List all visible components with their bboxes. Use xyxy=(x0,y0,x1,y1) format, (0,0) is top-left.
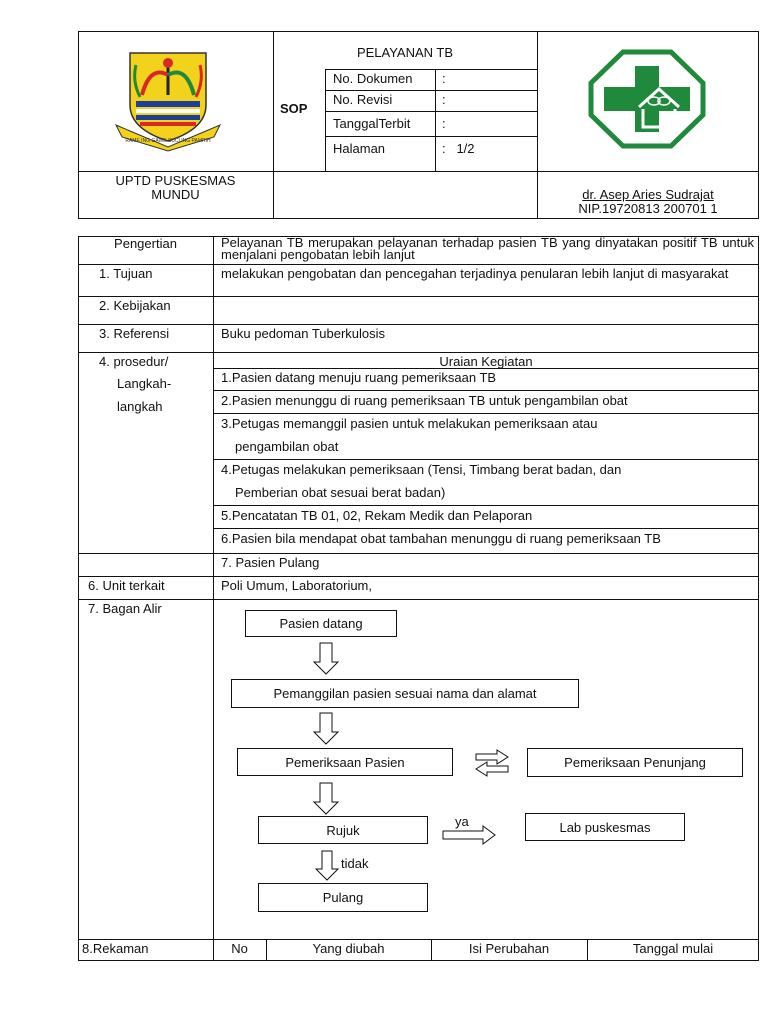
rekaman-label: 8.Rekaman xyxy=(82,941,149,956)
signer-name: dr. Asep Aries Sudrajat xyxy=(582,187,714,202)
rekaman-col-changed: Yang diubah xyxy=(312,941,385,956)
kebijakan-label: 2. Kebijakan xyxy=(99,298,171,313)
right-arrow-icon xyxy=(476,750,508,764)
prosedur-label: langkah xyxy=(117,399,163,414)
flow-label-ya: ya xyxy=(455,814,469,829)
uraian-header: Uraian Kegiatan xyxy=(439,354,533,369)
doc-number-value: : xyxy=(442,71,446,86)
down-arrow-icon xyxy=(316,851,338,880)
flow-node-lab-puskesmas: Lab puskesmas xyxy=(525,813,685,841)
right-arrow-icon xyxy=(443,826,495,844)
unit-text: Poli Umum, Laboratorium, xyxy=(221,578,372,593)
doc-number-label: No. Dokumen xyxy=(333,71,413,86)
flow-node-rujuk: Rujuk xyxy=(258,816,428,844)
pengertian-text: Pelayanan TB merupakan pelayanan terhadap pasien TB yang dinyatakan positif TB untuk menjalani pengobatan lebih lanjut xyxy=(221,235,754,262)
issue-date-value: : xyxy=(442,116,446,131)
down-arrow-icon xyxy=(314,713,338,744)
tujuan-text: melakukan pengobatan dan pencegahan terjadinya penularan lebih lanjut di masyarakat xyxy=(221,266,729,281)
organization-name: MUNDU xyxy=(151,187,200,202)
referensi-label: 3. Referensi xyxy=(99,326,170,341)
step-3: 3.Petugas memanggil pasien untuk melakukan pemeriksaan atau xyxy=(221,416,598,431)
flow-node-pemeriksaan-pasien: Pemeriksaan Pasien xyxy=(237,748,453,776)
pengertian-label: Pengertian xyxy=(114,236,177,251)
flow-node-pulang: Pulang xyxy=(258,883,428,912)
step-4: 4.Petugas melakukan pemeriksaan (Tensi, Timbang berat badan, dan xyxy=(221,462,622,477)
down-arrow-icon xyxy=(314,783,338,814)
rekaman-col-content: Isi Perubahan xyxy=(468,941,550,956)
rekaman-col-date: Tanggal mulai xyxy=(632,941,714,956)
organization-name: UPTD PUSKESMAS xyxy=(115,173,236,188)
step-6: 6.Pasien bila mendapat obat tambahan menunggu di ruang pemeriksaan TB xyxy=(221,531,661,546)
rekaman-col-no: No xyxy=(231,941,248,956)
step-3-cont: pengambilan obat xyxy=(235,439,339,454)
step-1: 1.Pasien datang menuju ruang pemeriksaan TB xyxy=(221,370,497,385)
flow-node-pemeriksaan-penunjang: Pemeriksaan Penunjang xyxy=(527,748,743,777)
svg-text:RAME ING GAWE SUCI ING PAMRIH: RAME ING GAWE SUCI ING PAMRIH xyxy=(125,138,211,144)
step-7: 7. Pasien Pulang xyxy=(221,555,320,570)
referensi-text: Buku pedoman Tuberkulosis xyxy=(221,326,386,341)
flow-node-pemanggilan: Pemanggilan pasien sesuai nama dan alamat xyxy=(231,679,579,708)
signer-nip: NIP.19720813 200701 1 xyxy=(578,201,718,216)
flow-label-tidak: tidak xyxy=(341,856,369,871)
down-arrow-icon xyxy=(314,643,338,674)
tujuan-label: 1. Tujuan xyxy=(99,266,153,281)
left-arrow-icon xyxy=(476,762,508,776)
page-label: Halaman xyxy=(333,141,386,156)
page-value: : 1/2 xyxy=(442,141,475,156)
prosedur-label: Langkah- xyxy=(117,376,172,391)
document-title: PELAYANAN TB xyxy=(356,45,454,60)
revision-value: : xyxy=(442,92,446,107)
step-5: 5.Pencatatan TB 01, 02, Rekam Medik dan Pelaporan xyxy=(221,508,533,523)
step-2: 2.Pasien menunggu di ruang pemeriksaan TB untuk pengambilan obat xyxy=(221,393,628,408)
step-4-cont: Pemberian obat sesuai berat badan) xyxy=(235,485,446,500)
sop-label: SOP xyxy=(280,101,308,116)
bagan-label: 7. Bagan Alir xyxy=(88,601,162,616)
revision-label: No. Revisi xyxy=(333,92,393,107)
unit-label: 6. Unit terkait xyxy=(88,578,165,593)
issue-date-label: TanggalTerbit xyxy=(333,116,411,131)
prosedur-label: 4. prosedur/ xyxy=(99,354,169,369)
flow-node-pasien-datang: Pasien datang xyxy=(245,610,397,637)
